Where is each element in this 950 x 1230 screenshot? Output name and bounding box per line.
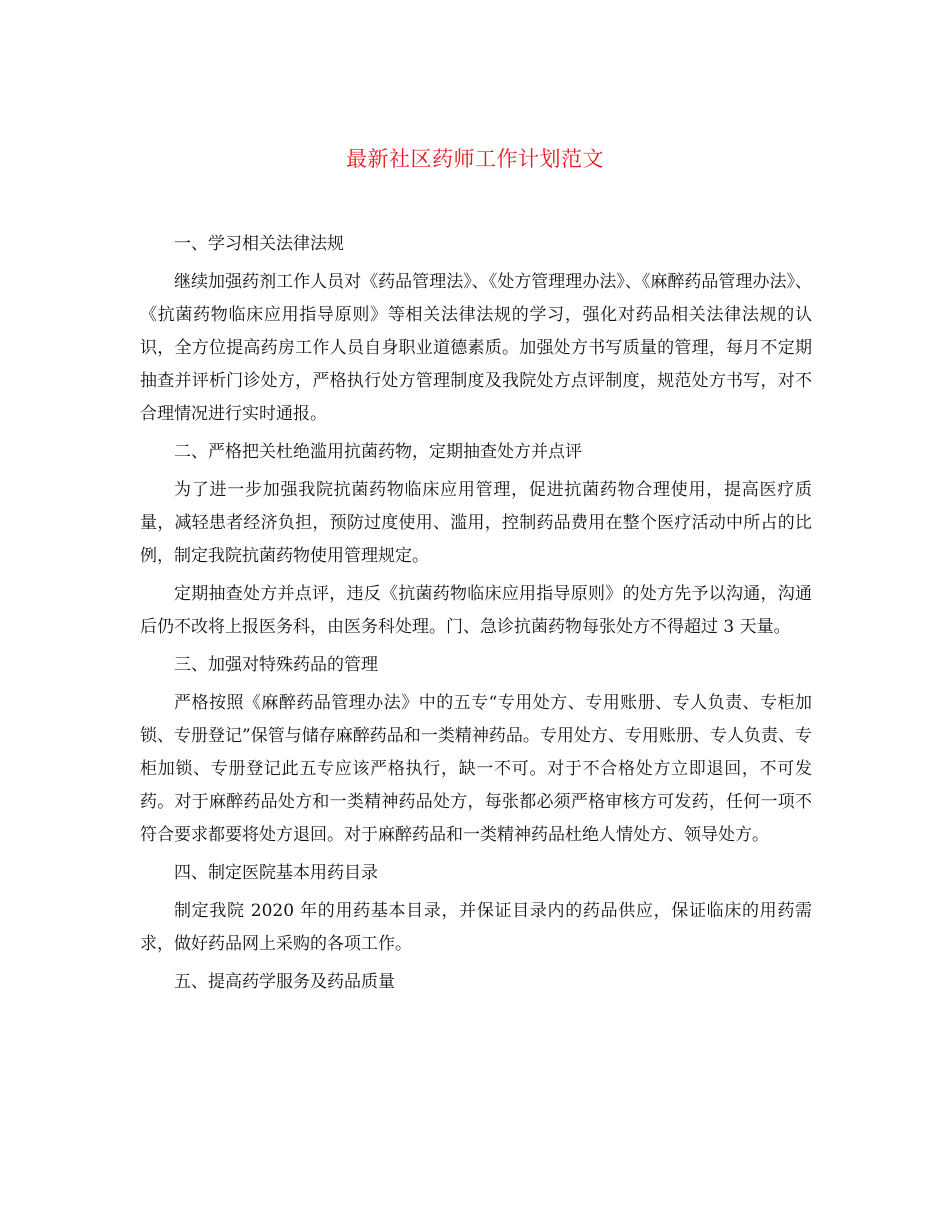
paragraph: 制定我院 2020 年的用药基本目录，并保证目录内的药品供应，保证临床的用药需求，做好药品网上采购的各项工作。	[140, 901, 812, 954]
section-heading: 一、学习相关法律法规	[174, 234, 344, 254]
section-heading: 四、制定医院基本用药目录	[174, 863, 378, 883]
section-heading: 二、严格把关杜绝滥用抗菌药物，定期抽查处方并点评	[174, 442, 582, 462]
document-title: 最新社区药师工作计划范文	[346, 147, 604, 171]
section-heading: 三、加强对特殊药品的管理	[174, 655, 378, 675]
document-body	[140, 228, 812, 1004]
paragraph: 严格按照《麻醉药品管理办法》中的五专“专用处方、专用账册、专人负责、专柜加锁、专册登记”保管与储存麻醉药品和一类精神药品。专用处方、专用账册、专人负责、专柜加锁、专册登记此五专应该严格执行，缺一不可。对于不合格处方立即退回，不可发药。对于麻醉药品处方和一类精神药品处方，每张都必须严格审核方可发药，任何一项不符合要求都要将处方退回。对于麻醉药品和一类精神药品杜绝人情处方、领导处方。	[140, 693, 812, 845]
paragraph: 继续加强药剂工作人员对《药品管理法》、《处方管理理办法》、《麻醉药品管理办法》、《抗菌药物临床应用指导原则》等相关法律法规的学习，强化对药品相关法律法规的认识，全方位提高药房工作人员自身职业道德素质。加强处方书写质量的管理，每月不定期抽查并评析门诊处方，严格执行处方管理制度及我院处方点评制度，规范处方书写，对不合理情况进行实时通报。	[140, 272, 812, 424]
section-heading: 五、提高药学服务及药品质量	[174, 972, 395, 992]
paragraph: 定期抽查处方并点评，违反《抗菌药物临床应用指导原则》的处方先予以沟通，沟通后仍不改将上报医务科，由医务科处理。门、急诊抗菌药物每张处方不得超过 3 天量。	[140, 584, 812, 637]
paragraph: 为了进一步加强我院抗菌药物临床应用管理，促进抗菌药物合理使用，提高医疗质量，减轻患者经济负担，预防过度使用、滥用，控制药品费用在整个医疗活动中所占的比例，制定我院抗菌药物使用管理规定。	[140, 480, 812, 566]
